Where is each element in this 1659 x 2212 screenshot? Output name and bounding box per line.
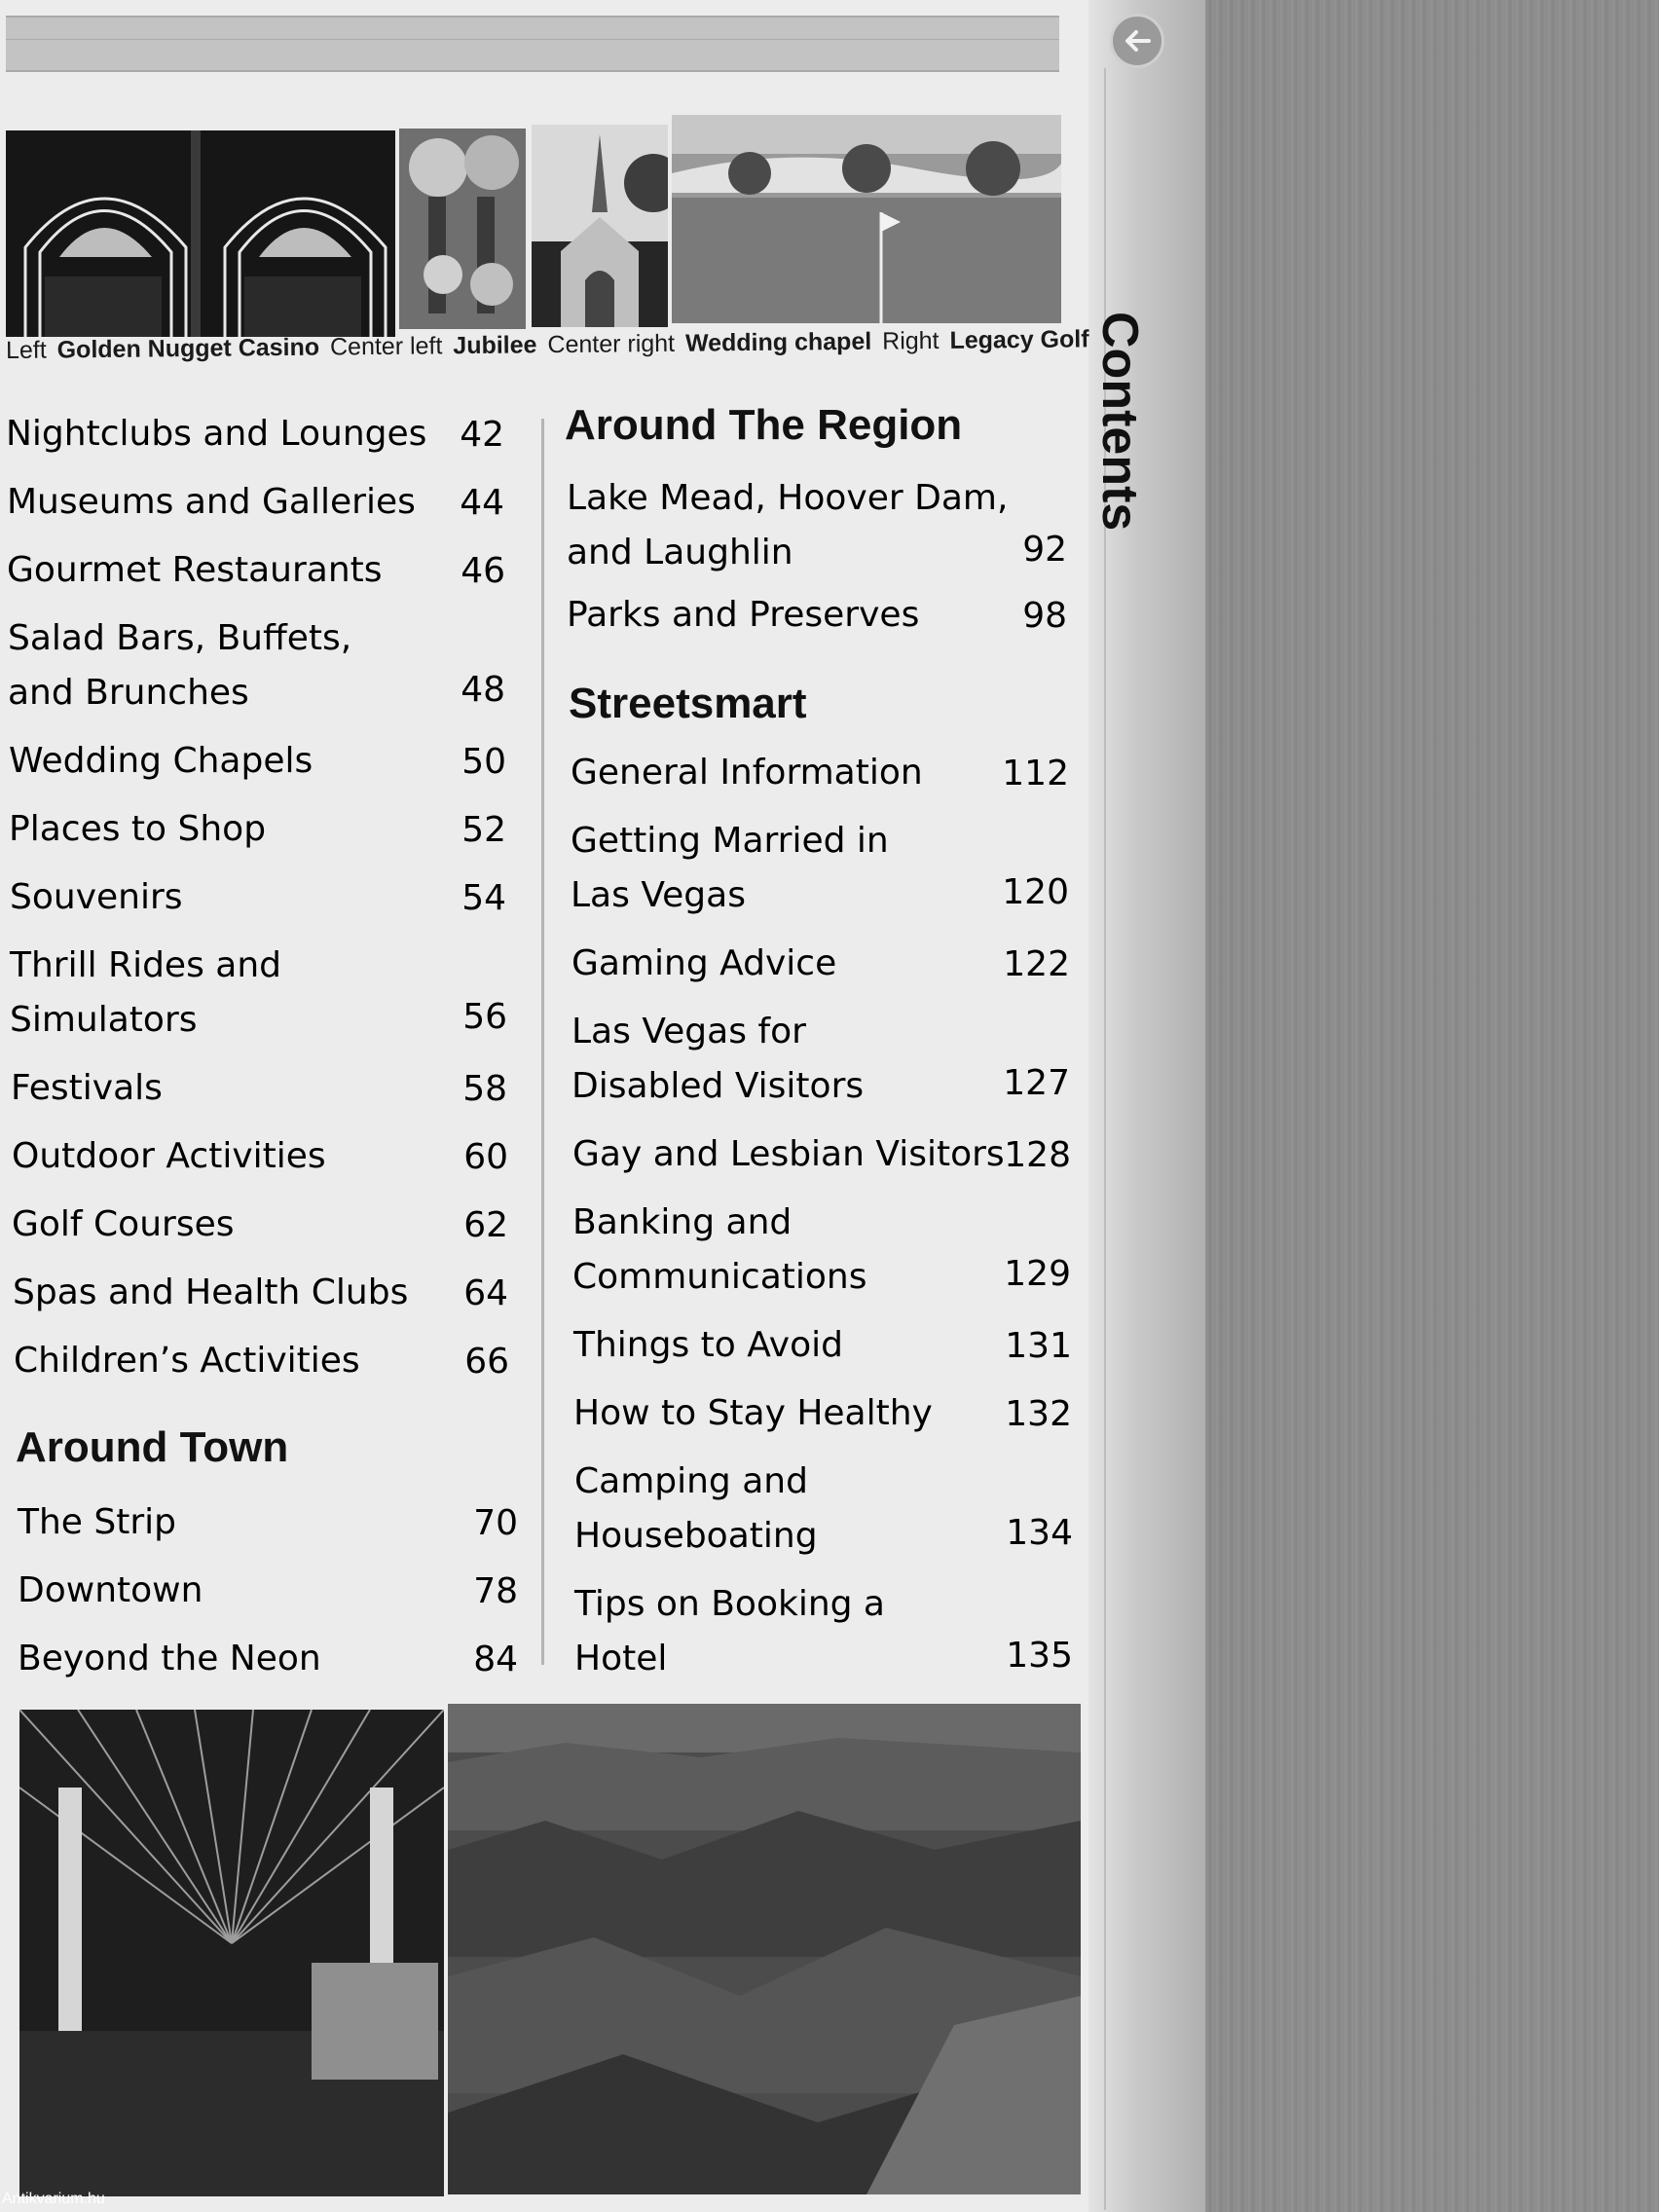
watermark: Antikvarium.hu <box>2 2191 105 2207</box>
toc-entry-title-line2[interactable]: Houseboating <box>574 1516 818 1556</box>
toc-entry-title[interactable]: The Strip <box>18 1502 177 1542</box>
column-divider <box>541 419 544 1665</box>
arrow-left-icon <box>1122 25 1153 56</box>
toc-entry-title[interactable]: Banking and <box>572 1202 793 1242</box>
toc-page-number[interactable]: 64 <box>463 1273 508 1313</box>
back-button[interactable] <box>1110 14 1164 68</box>
caption-label: Left <box>5 336 47 364</box>
toc-page-number[interactable]: 127 <box>1003 1063 1070 1103</box>
toc-entry-title-line2[interactable]: and Brunches <box>8 673 249 713</box>
toc-page-number[interactable]: 56 <box>462 997 507 1037</box>
toc-entry-title-line2[interactable]: Las Vegas <box>571 875 746 915</box>
toc-page-number[interactable]: 131 <box>1005 1326 1072 1366</box>
caption-name: Legacy Golf <box>949 325 1089 354</box>
toc-entry-title[interactable]: Salad Bars, Buffets, <box>8 618 352 658</box>
toc-entry-title-line2[interactable]: Disabled Visitors <box>571 1066 865 1106</box>
toc-page-number[interactable]: 54 <box>461 878 506 918</box>
toc-page-number[interactable]: 92 <box>1022 530 1067 570</box>
caption-label: Center right <box>547 329 676 359</box>
toc-entry-title[interactable]: Getting Married in <box>571 821 889 861</box>
toc-entry-title[interactable]: Gay and Lesbian Visitors <box>572 1134 1005 1174</box>
wood-background <box>1193 0 1659 2212</box>
fremont-street-photo <box>19 1710 444 2196</box>
toc-page-number[interactable]: 132 <box>1005 1394 1072 1434</box>
legacy-golf-photo <box>672 115 1061 323</box>
toc-entry-title[interactable]: Parks and Preserves <box>567 595 920 635</box>
toc-page-number[interactable]: 135 <box>1006 1636 1073 1676</box>
toc-entry-title[interactable]: Children’s Activities <box>14 1341 360 1381</box>
toc-entry-title[interactable]: Places to Shop <box>9 809 267 849</box>
toc-page-number[interactable]: 50 <box>461 742 506 782</box>
section-heading: Streetsmart <box>569 680 807 727</box>
caption-label: Right <box>882 326 940 355</box>
toc-entry-title[interactable]: Gaming Advice <box>571 943 837 983</box>
toc-page-number[interactable]: 78 <box>473 1571 518 1611</box>
toc-page-number[interactable]: 66 <box>464 1342 509 1382</box>
toc-entry-title[interactable]: Museums and Galleries <box>7 482 416 522</box>
toc-entry-title-line2[interactable]: Communications <box>572 1257 867 1297</box>
toc-page-number[interactable]: 44 <box>460 483 504 523</box>
toc-entry-title[interactable]: Outdoor Activities <box>12 1136 326 1176</box>
jubilee-photo <box>399 129 526 329</box>
caption-name: Jubilee <box>453 331 537 360</box>
toc-page-number[interactable]: 46 <box>461 551 505 591</box>
toc-entry-title[interactable]: Wedding Chapels <box>9 741 313 781</box>
toc-page-number[interactable]: 58 <box>462 1069 507 1109</box>
toc-page-number[interactable]: 62 <box>463 1205 508 1245</box>
toc-entry-title[interactable]: Spas and Health Clubs <box>13 1272 409 1312</box>
toc-entry-title-line2[interactable]: and Laughlin <box>567 533 793 572</box>
toc-entry-title-line2[interactable]: Hotel <box>574 1639 668 1678</box>
toc-entry-title[interactable]: Souvenirs <box>10 877 183 917</box>
toc-entry-title[interactable]: Golf Courses <box>12 1204 235 1244</box>
toc-entry-title[interactable]: Las Vegas for <box>571 1012 806 1051</box>
section-heading: Around Town <box>16 1423 289 1471</box>
toc-page-number[interactable]: 42 <box>460 415 504 455</box>
toc-entry-title[interactable]: Festivals <box>11 1068 163 1108</box>
contents-title: Contents <box>1091 312 1148 532</box>
toc-page-number[interactable]: 129 <box>1004 1254 1071 1294</box>
toc-entry-title[interactable]: Beyond the Neon <box>18 1639 321 1678</box>
caption-label: Center left <box>329 332 443 361</box>
toc-page-number[interactable]: 120 <box>1002 872 1069 912</box>
toc-page-number[interactable]: 48 <box>461 670 505 710</box>
toc-entry-title[interactable]: Tips on Booking a <box>574 1584 885 1624</box>
toc-page-number[interactable]: 52 <box>461 810 506 850</box>
caption-name: Golden Nugget Casino <box>56 333 320 364</box>
toc-page-number[interactable]: 60 <box>463 1137 508 1177</box>
toc-page-number[interactable]: 128 <box>1004 1135 1071 1175</box>
toc-entry-title[interactable]: Lake Mead, Hoover Dam, <box>567 478 1009 518</box>
toc-entry-title[interactable]: Nightclubs and Lounges <box>6 414 427 454</box>
grand-canyon-photo <box>448 1704 1081 2194</box>
toc-page-number[interactable]: 134 <box>1006 1513 1073 1553</box>
section-heading: Around The Region <box>565 401 963 449</box>
header-bar <box>6 16 1059 72</box>
toc-entry-title[interactable]: Things to Avoid <box>573 1325 843 1365</box>
toc-page-number[interactable]: 112 <box>1002 754 1069 793</box>
toc-page-number[interactable]: 70 <box>473 1503 518 1543</box>
toc-entry-title[interactable]: Camping and <box>574 1461 808 1501</box>
toc-entry-title[interactable]: General Information <box>571 753 923 793</box>
toc-page-number[interactable]: 98 <box>1022 596 1067 636</box>
toc-entry-title[interactable]: Thrill Rides and <box>10 945 281 985</box>
toc-entry-title[interactable]: Downtown <box>18 1570 203 1610</box>
golden-nugget-photo <box>6 130 395 337</box>
wedding-chapel-photo <box>532 125 668 327</box>
toc-entry-title[interactable]: Gourmet Restaurants <box>7 550 383 590</box>
caption-name: Wedding chapel <box>684 327 872 357</box>
toc-page-number[interactable]: 122 <box>1003 944 1070 984</box>
toc-entry-title-line2[interactable]: Simulators <box>10 1000 198 1040</box>
toc-entry-title[interactable]: How to Stay Healthy <box>573 1393 933 1433</box>
toc-page-number[interactable]: 84 <box>473 1640 518 1679</box>
